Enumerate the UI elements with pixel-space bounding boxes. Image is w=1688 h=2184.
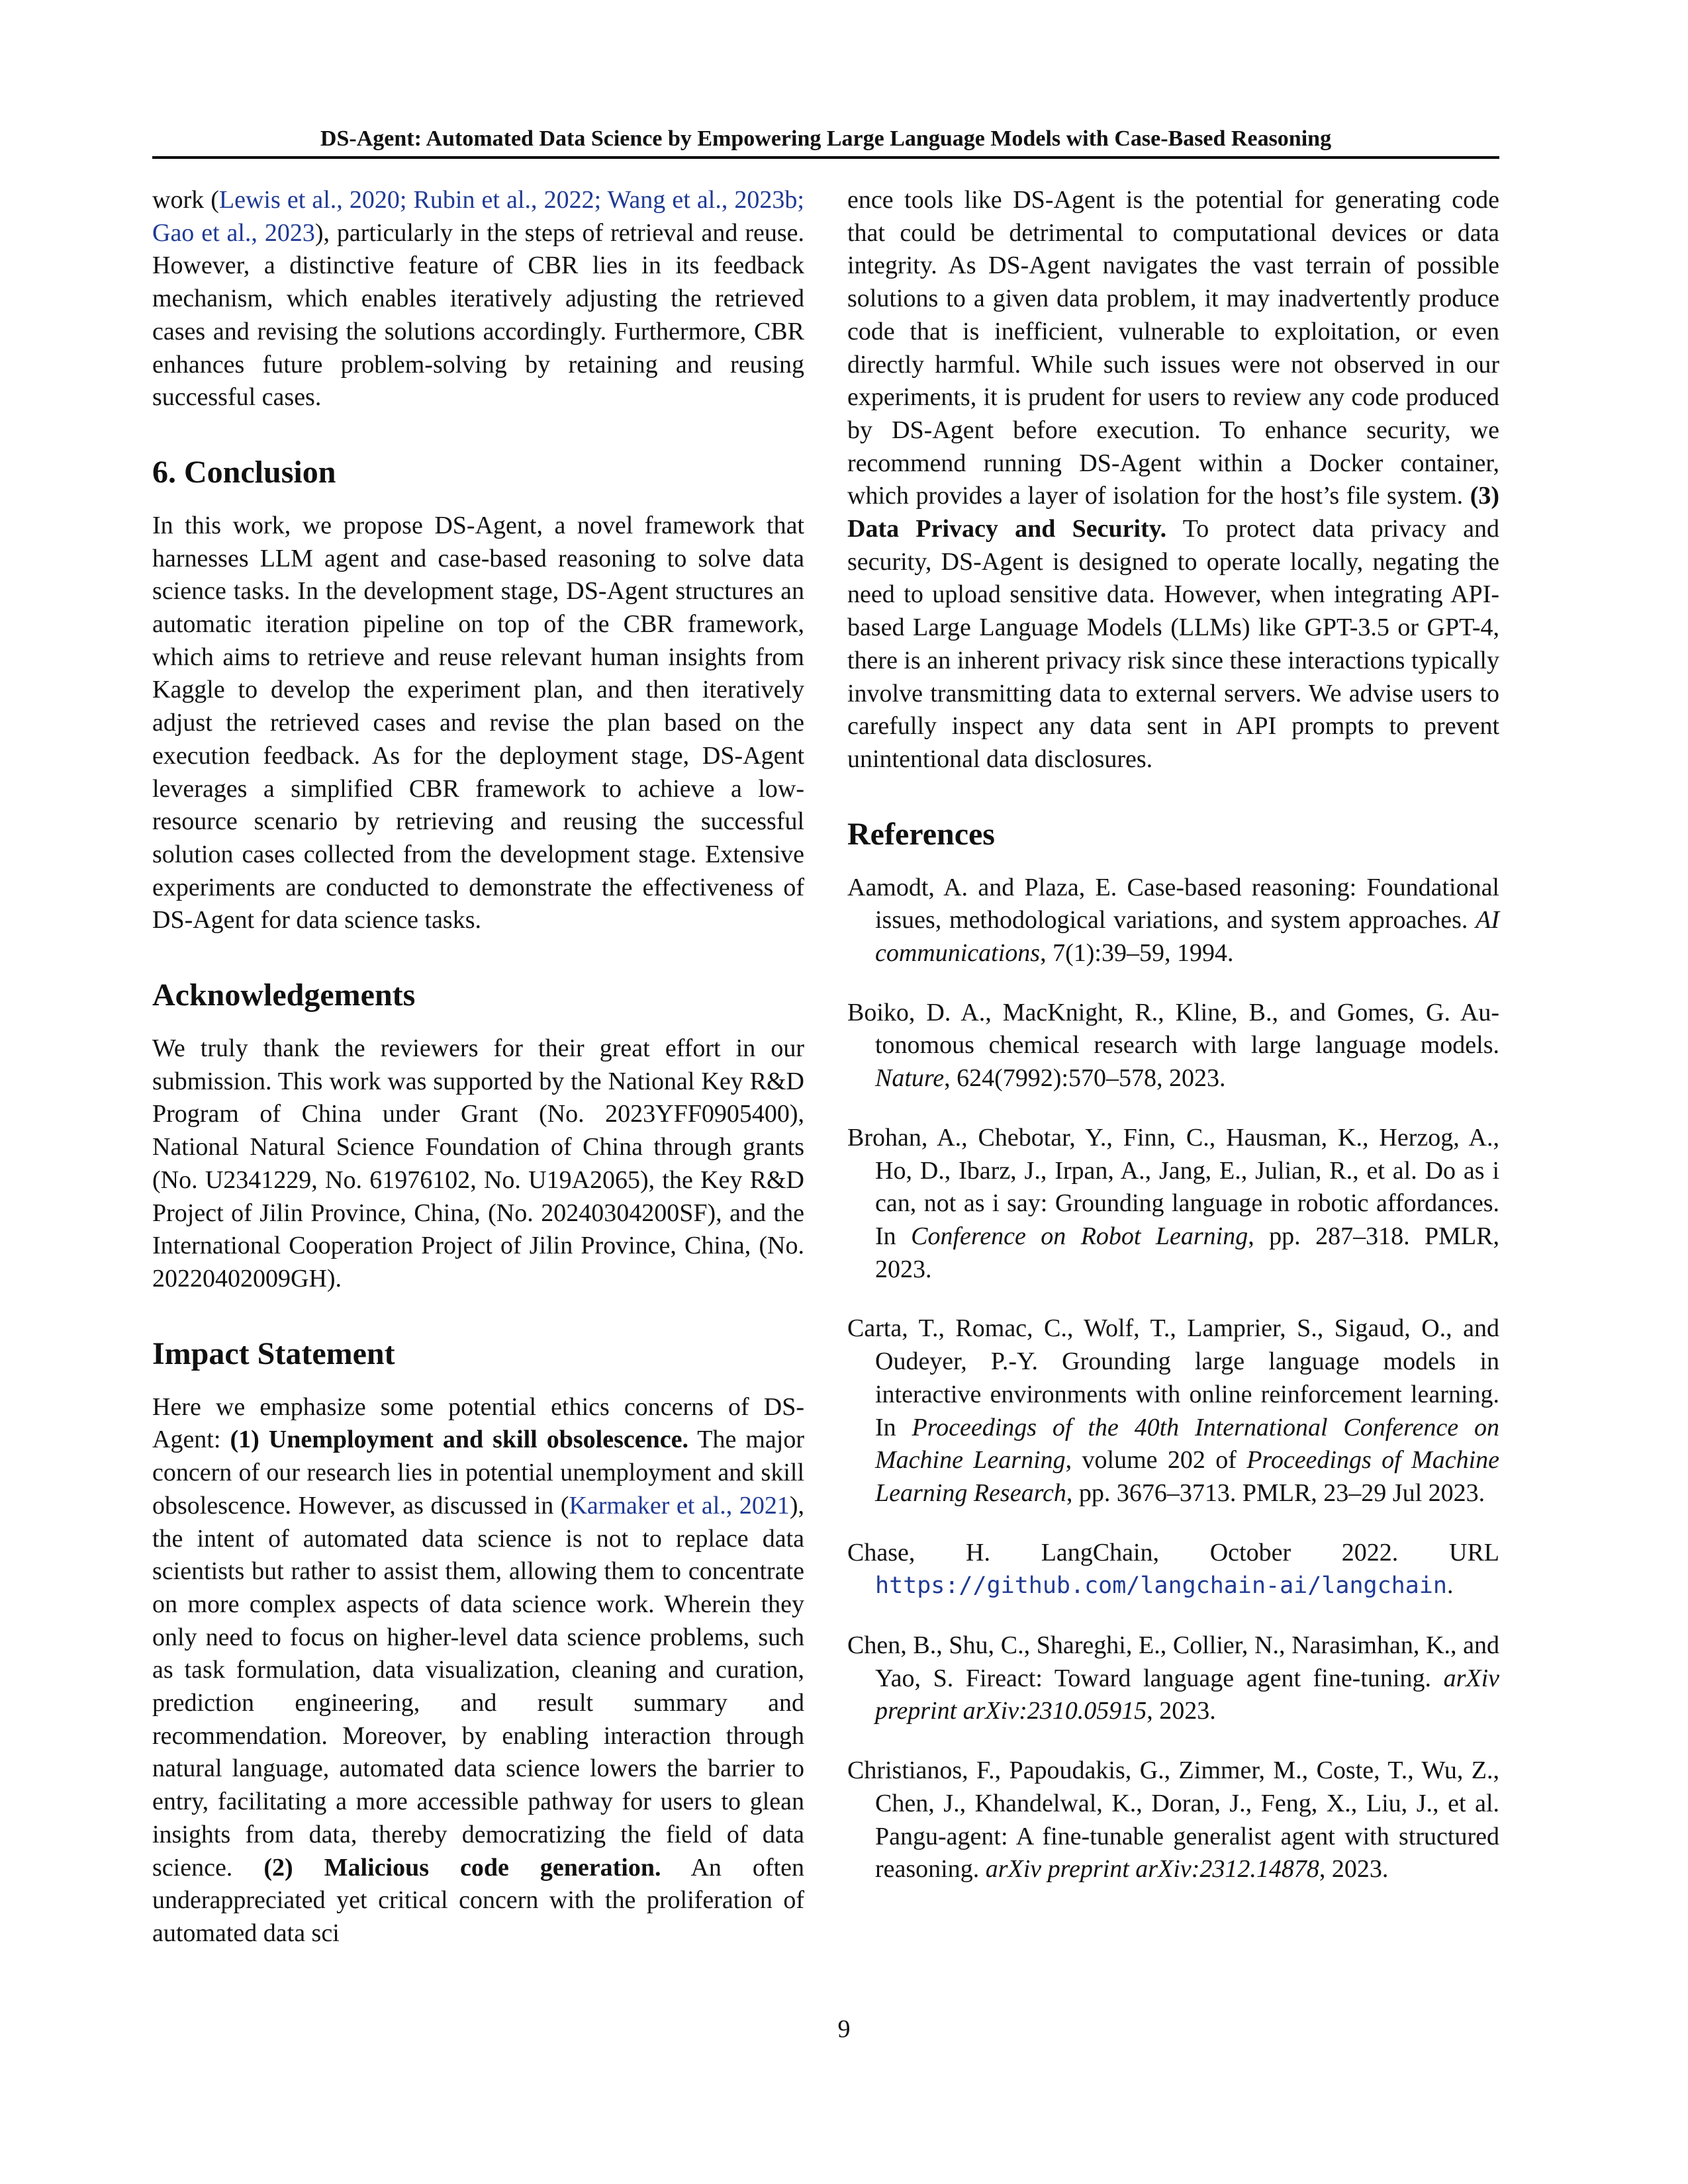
reference-text: Aamodt, A. and Plaza, E. Case-based reasoning: Foundational issues, methodological variations, and system approaches.	[847, 873, 1499, 934]
reference-text: Chase, H. LangChain, October 2022. URL	[847, 1538, 1499, 1567]
citation-link[interactable]: Lewis et al., 2020; Rubin et al., 2022; Wang et al., 2023b; Gao et al., 2023	[152, 186, 804, 247]
reference-text: Carta, T., Romac, C., Wolf, T., Lamprier, S., Sigaud, O., and Oudeyer, P.-Y. Grounding large language models in interactive environments with online reinforcement learning. In	[847, 1314, 1499, 1441]
impact-bold-3: (3) Data Privacy and Security.	[847, 482, 1499, 543]
reference-text: , pp. 287–318. PMLR, 2023.	[875, 1222, 1499, 1283]
reference-text: , 7(1):39–59, 1994.	[1040, 939, 1234, 968]
reference-text: , pp. 3676–3713. PMLR, 23–29 Jul 2023.	[1066, 1479, 1485, 1507]
reference-venue: Proceedings of Machine Learning Research	[875, 1446, 1499, 1507]
reference-text: , 2023.	[1147, 1697, 1216, 1725]
acknowledgements-paragraph: We truly thank the reviewers for their great effort in our submission. This work was supported by the National Key R&D Program of China under Grant (No. 2023YFF0905400), National Natural Science Foundation of China through grants (No. U2341229, No. 61976102, No. U19A2065), the Key R&D Project of Jilin Province, China, (No. 20240304200SF), and the International Cooperation Project of Jilin Province, China, (No. 20220402009GH).	[152, 1034, 804, 1293]
reference-venue: AI communications	[875, 906, 1499, 968]
reference-text: , volume 202 of	[1065, 1446, 1247, 1475]
reference-venue: arXiv preprint arXiv:2312.14878	[985, 1855, 1319, 1884]
reference-item	[847, 872, 1499, 970]
reference-venue: Proceedings of the 40th International Conference on Machine Learning	[875, 1413, 1500, 1475]
reference-venue: Conference on Robot Learning	[911, 1222, 1248, 1250]
reference-text: Chen, B., Shu, C., Shareghi, E., Collier, N., Narasimhan, K., and Yao, S. Fireact: Toward language agent fine-tuning.	[847, 1631, 1499, 1692]
reference-text: Brohan, A., Chebotar, Y., Finn, C., Hausman, K., Herzog, A., Ho, D., Ibarz, J., Irpan, A., Jang, E., Julian, R., et al. Do as i can, not as i say: Grounding language in robotic affordances. In	[847, 1123, 1499, 1250]
reference-item	[847, 1754, 1499, 1886]
section-heading-conclusion: 6. Conclusion	[152, 454, 336, 490]
citation-link[interactable]: Karmaker et al., 2021	[569, 1491, 790, 1520]
right-column	[847, 184, 1499, 1913]
impact-text-3: ), the intent of automated data science is not to replace data scientists but rather to assist them, allowing them to concentrate on more complex aspects of data science work. Wherein they only need to focus on higher-level data science problems, such as task formulation, data visualization, cleaning and curation, prediction engineering, and result summary and recommendation. Moreover, by enabling interaction through natural language, automated data science lowers the barrier to entry, facilitating a more accessible pathway for users to glean insights from data, thereby democratizing the field of data science.	[152, 1491, 804, 1882]
header-rule	[152, 156, 1499, 159]
section-heading-references: References	[847, 816, 995, 852]
impact-text-1: Here we emphasize some potential ethics concerns of DS-Agent:	[152, 1392, 804, 1454]
reference-text: , 2023.	[1319, 1855, 1389, 1884]
impact-bold-2: (2) Malicious code generation.	[263, 1853, 661, 1882]
impact-text-2: The major concern of our research lies in potential unemployment and skill obsolescence. However, as discussed in (	[152, 1426, 805, 1520]
left-column	[152, 184, 804, 1950]
impact-text-4: An often underappreciated yet critical concern with the proliferation of automated data sci	[152, 1853, 804, 1947]
reference-item	[847, 1122, 1499, 1287]
page-number: 9	[837, 2015, 851, 2043]
impact-paragraph	[152, 1391, 804, 1950]
reference-venue: arXiv preprint arXiv:2310.05915	[875, 1664, 1499, 1725]
section-heading-impact-statement: Impact Statement	[152, 1336, 395, 1371]
running-title: DS-Agent: Automated Data Science by Empowering Large Language Models with Case-Based Reasoning	[320, 126, 1332, 151]
section-heading-acknowledgements: Acknowledgements	[152, 978, 416, 1013]
impact-cont-text-2: To protect data privacy and security, DS-Agent is designed to operate locally, negating the need to upload sensitive data. However, when integrating API-based Large Language Models (LLMs) like GPT-3.5 or GPT-4, there is an inherent privacy risk since these interactions typically involve transmitting data to external servers. We advise users to carefully inspect any data sent in API prompts to prevent unintentional data disclosures.	[847, 515, 1499, 773]
reference-item	[847, 1537, 1499, 1603]
conclusion-paragraph: In this work, we propose DS-Agent, a novel framework that harnesses LLM agent and case-based reasoning to solve data science tasks. In the development stage, DS-Agent structures an automatic iteration pipeline on top of the CBR framework, which aims to retrieve and reuse relevant human insights from Kaggle to develop the experiment plan, and then iteratively adjust the retrieved cases and revise the plan based on the execution feedback. As for the deployment stage, DS-Agent leverages a simplified CBR framework to achieve a low-resource scenario by retrieving and reusing the successful solution cases collected from the development stage. Extensive experiments are conducted to demonstrate the effectiveness of DS-Agent for data science tasks.	[152, 511, 804, 934]
intro-paragraph	[152, 184, 804, 414]
reference-text: Christianos, F., Papoudakis, G., Zimmer, M., Coste, T., Wu, Z., Chen, J., Khandelwal, K., Doran, J., Feng, X., Liu, J., et al. Pangu-agent: A fine-tunable generalist agent with structured reasoning.	[847, 1756, 1499, 1884]
reference-text: Boiko, D. A., MacKnight, R., Kline, B., and Gomes, G. Autonomous chemical research with large language models.	[847, 998, 1499, 1060]
reference-item	[847, 1312, 1499, 1510]
impact-bold-1: (1) Unemployment and skill obsolescence.	[230, 1426, 688, 1454]
intro-text-1: work (	[152, 186, 219, 214]
impact-continued-paragraph	[847, 184, 1499, 776]
reference-venue: Nature	[875, 1064, 945, 1093]
impact-cont-text-1: ence tools like DS-Agent is the potential for generating code that could be detrimental to computational devices or data integrity. As DS-Agent navigates the vast terrain of possible solutions to a given data problem, it may inadvertently produce code that is inefficient, vulnerable to exploitation, or even directly harmful. While such issues were not observed in our experiments, it is prudent for users to review any code produced by DS-Agent before execution. To enhance security, we recommend running DS-Agent within a Docker container, which provides a layer of isolation for the host’s file system.	[847, 186, 1499, 510]
reference-item	[847, 1629, 1499, 1728]
reference-url-link[interactable]: https://github.com/langchain-ai/langchain	[875, 1572, 1447, 1600]
reference-text: , 624(7992):570–578, 2023.	[944, 1064, 1226, 1093]
intro-text-2: ), particularly in the steps of retrieval and reuse. However, a distinctive feature of CBR lies in its feedback mechanism, which enables iteratively adjusting the retrieved cases and revising the solutions accordingly. Furthermore, CBR enhances future problem-solving by retaining and reusing successful cases.	[152, 218, 804, 412]
reference-text: .	[1446, 1571, 1454, 1600]
reference-item	[847, 997, 1499, 1095]
